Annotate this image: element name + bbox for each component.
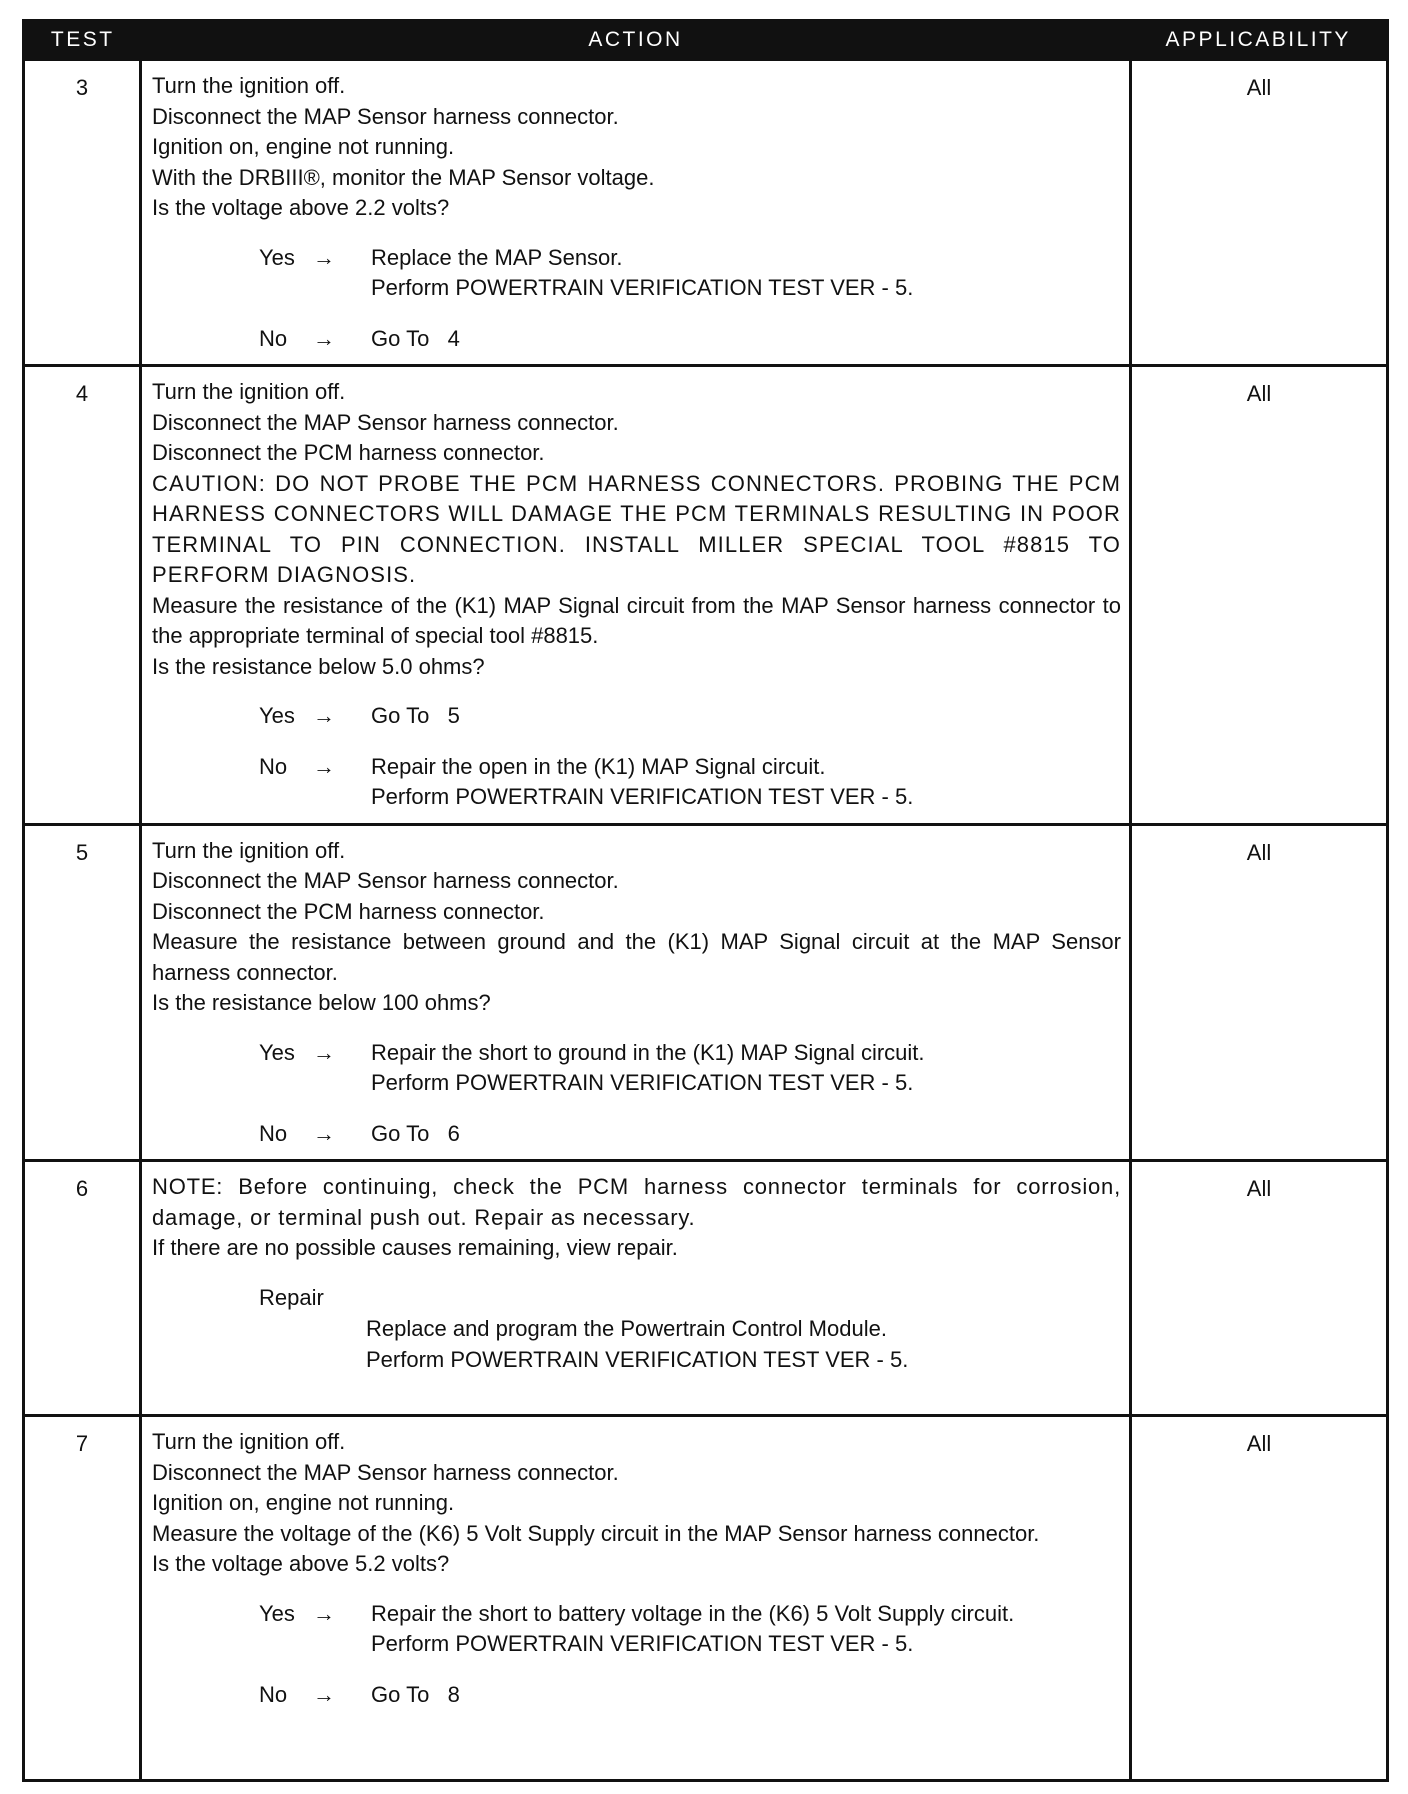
action-step: Is the resistance below 5.0 ohms? bbox=[152, 653, 485, 679]
test-row-5 bbox=[24, 824, 1388, 1161]
action-step: Disconnect the MAP Sensor harness connector. bbox=[152, 868, 619, 893]
result-line: Perform POWERTRAIN VERIFICATION TEST VER - 5. bbox=[371, 275, 914, 300]
action-cell bbox=[141, 1416, 1131, 1781]
caution-text: CAUTION: DO NOT PROBE THE PCM HARNESS CONNECTORS. PROBING THE PCM HARNESS CONNECTORS WILL DAMAGE THE PCM TERMINALS RESULTING IN POOR TERMINAL TO PIN CONNECTION. INSTALL MILLER SPECIAL TOOL #8815 TO PERFORM DIAGNOSIS. bbox=[152, 470, 1121, 587]
test-row-3 bbox=[24, 60, 1388, 366]
applicability-value: All bbox=[1131, 60, 1388, 366]
test-number: 3 bbox=[24, 60, 141, 366]
right-arrow-icon: → bbox=[313, 1039, 335, 1065]
result-line: Repair the short to battery voltage in the (K6) 5 Volt Supply circuit. bbox=[371, 1600, 1015, 1626]
test-number: 5 bbox=[24, 824, 141, 1161]
action-step: Turn the ignition off. bbox=[152, 379, 346, 404]
repair-lines bbox=[366, 1314, 1121, 1375]
answer-group bbox=[152, 243, 1121, 355]
action-step: Is the voltage above 2.2 volts? bbox=[152, 195, 450, 220]
right-arrow-icon: → bbox=[313, 703, 335, 728]
result-line: Repair the open in the (K1) MAP Signal circuit. bbox=[371, 753, 826, 779]
yes-answer bbox=[259, 701, 1121, 732]
yes-result bbox=[371, 243, 1121, 304]
no-label: No bbox=[259, 1681, 288, 1707]
test-row-4 bbox=[24, 366, 1388, 825]
no-result bbox=[371, 324, 1121, 355]
action-step: Disconnect the MAP Sensor harness connector. bbox=[152, 1459, 619, 1485]
action-step: Is the resistance below 100 ohms? bbox=[152, 990, 491, 1015]
action-step: Ignition on, engine not running. bbox=[152, 134, 455, 159]
header-action: ACTION bbox=[141, 21, 1131, 60]
result-line: Go To 5 bbox=[371, 703, 460, 728]
no-result bbox=[371, 1680, 1121, 1711]
right-arrow-icon: → bbox=[313, 1681, 335, 1707]
action-cell bbox=[141, 1161, 1131, 1416]
repair-label: Repair bbox=[259, 1284, 324, 1310]
yes-answer bbox=[259, 243, 1121, 304]
right-arrow-icon: → bbox=[313, 325, 335, 351]
action-step: Measure the voltage of the (K6) 5 Volt Supply circuit in the MAP Sensor harness connector. bbox=[152, 1520, 1040, 1546]
no-answer bbox=[259, 752, 1121, 813]
yes-label: Yes bbox=[259, 1039, 295, 1065]
no-label: No bbox=[259, 325, 288, 351]
test-number: 6 bbox=[24, 1161, 141, 1416]
action-cell bbox=[141, 60, 1131, 366]
no-result bbox=[371, 1119, 1121, 1150]
action-step: Disconnect the MAP Sensor harness connector. bbox=[152, 409, 619, 435]
applicability-value: All bbox=[1131, 1161, 1388, 1416]
action-step: With the DRBIII®, monitor the MAP Sensor voltage. bbox=[152, 164, 655, 190]
no-answer bbox=[259, 324, 1121, 355]
yes-label: Yes bbox=[259, 703, 295, 728]
result-line: Go To 4 bbox=[371, 325, 460, 351]
header-applicability: APPLICABILITY bbox=[1131, 21, 1388, 60]
applicability-value: All bbox=[1131, 366, 1388, 825]
header-test: TEST bbox=[24, 21, 141, 60]
yes-answer bbox=[259, 1038, 1121, 1099]
result-line: Perform POWERTRAIN VERIFICATION TEST VER - 5. bbox=[371, 784, 914, 809]
no-answer bbox=[259, 1680, 1121, 1711]
result-line: Repair the short to ground in the (K1) MAP Signal circuit. bbox=[371, 1039, 925, 1065]
right-arrow-icon: → bbox=[313, 1600, 335, 1626]
action-step: Turn the ignition off. bbox=[152, 837, 346, 863]
action-step: Turn the ignition off. bbox=[152, 73, 346, 98]
right-arrow-icon: → bbox=[313, 244, 335, 270]
no-answer bbox=[259, 1119, 1121, 1150]
action-step: Disconnect the MAP Sensor harness connector. bbox=[152, 103, 619, 129]
right-arrow-icon: → bbox=[313, 1120, 335, 1146]
test-number: 7 bbox=[24, 1416, 141, 1781]
yes-answer bbox=[259, 1599, 1121, 1660]
yes-result bbox=[371, 1599, 1121, 1660]
no-label: No bbox=[259, 753, 288, 779]
test-row-7 bbox=[24, 1416, 1388, 1781]
action-cell bbox=[141, 824, 1131, 1161]
action-step: Is the voltage above 5.2 volts? bbox=[152, 1551, 450, 1576]
answer-group bbox=[152, 1599, 1121, 1711]
yes-label: Yes bbox=[259, 1600, 295, 1626]
result-line: Replace the MAP Sensor. bbox=[371, 244, 623, 270]
result-line: Go To 6 bbox=[371, 1120, 460, 1146]
action-step: Turn the ignition off. bbox=[152, 1429, 346, 1454]
action-step: If there are no possible causes remaining, view repair. bbox=[152, 1235, 678, 1260]
action-step: Measure the resistance of the (K1) MAP Signal circuit from the MAP Sensor harness connector to the appropriate terminal of special tool #8815. bbox=[152, 592, 1121, 648]
yes-result bbox=[371, 1038, 1121, 1099]
result-line: Perform POWERTRAIN VERIFICATION TEST VER - 5. bbox=[371, 1631, 914, 1656]
answer-group bbox=[152, 701, 1121, 813]
test-number: 4 bbox=[24, 366, 141, 825]
action-step: Disconnect the PCM harness connector. bbox=[152, 898, 545, 924]
yes-label: Yes bbox=[259, 244, 295, 270]
action-step: Disconnect the PCM harness connector. bbox=[152, 440, 545, 465]
repair-block bbox=[259, 1283, 1121, 1376]
right-arrow-icon: → bbox=[313, 753, 335, 779]
no-result bbox=[371, 752, 1121, 813]
test-row-6 bbox=[24, 1161, 1388, 1416]
result-line: Go To 8 bbox=[371, 1681, 460, 1707]
answer-group bbox=[152, 1038, 1121, 1150]
applicability-value: All bbox=[1131, 824, 1388, 1161]
repair-line: Perform POWERTRAIN VERIFICATION TEST VER - 5. bbox=[366, 1346, 909, 1372]
note-text: NOTE: Before continuing, check the PCM harness connector terminals for corrosion, damage, or terminal push out. Repair as necessary. bbox=[152, 1174, 1121, 1230]
table-header-row bbox=[24, 21, 1388, 60]
action-cell bbox=[141, 366, 1131, 825]
applicability-value: All bbox=[1131, 1416, 1388, 1781]
no-label: No bbox=[259, 1120, 288, 1146]
action-step: Measure the resistance between ground and the (K1) MAP Signal circuit at the MAP Sensor harness connector. bbox=[152, 929, 1121, 985]
diagnostic-test-table bbox=[22, 19, 1389, 1782]
result-line: Perform POWERTRAIN VERIFICATION TEST VER - 5. bbox=[371, 1070, 914, 1095]
yes-result bbox=[371, 701, 1121, 732]
action-step: Ignition on, engine not running. bbox=[152, 1490, 455, 1515]
repair-line: Replace and program the Powertrain Control Module. bbox=[366, 1316, 887, 1341]
